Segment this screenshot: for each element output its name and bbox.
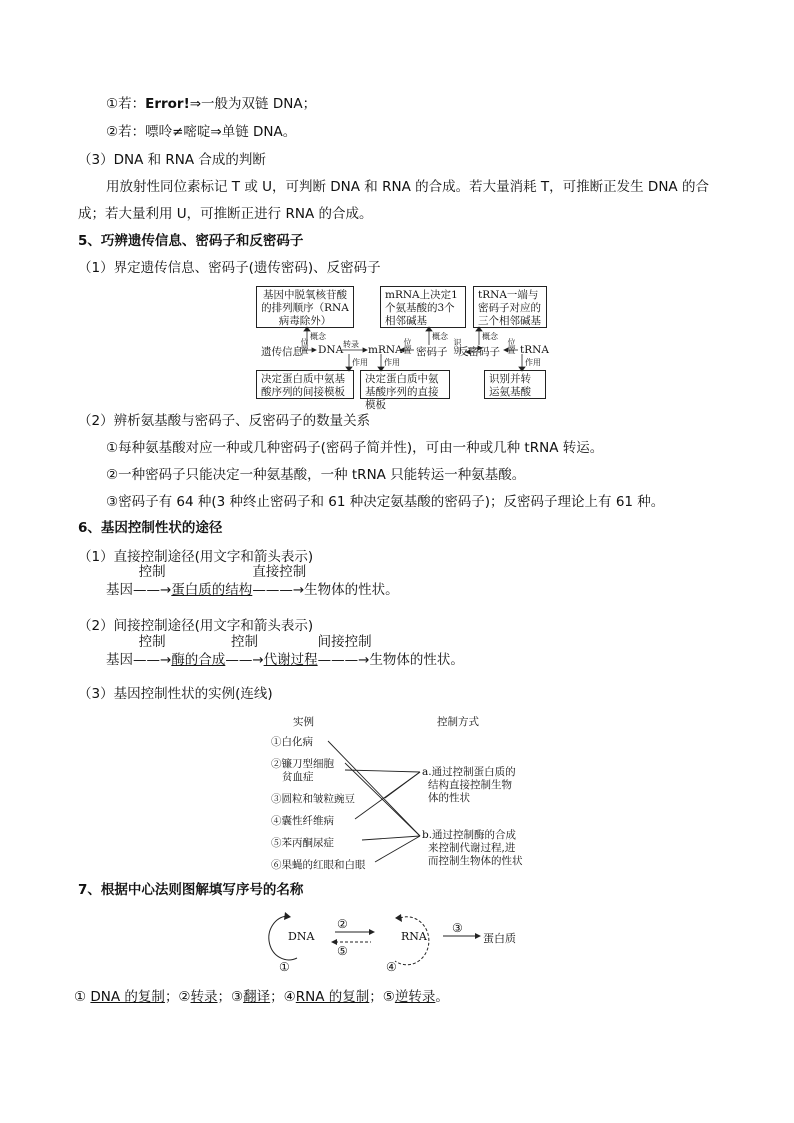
label-function-1: 作用 xyxy=(352,358,368,367)
s5-p1: ①每种氨基酸对应一种或几种密码子(密码子简并性)，可由一种或几种 tRNA 转运。 xyxy=(106,440,604,456)
direct-path xyxy=(106,564,399,600)
label-position-2: 位置 xyxy=(403,338,412,354)
example-3: ③圆粒和皱粒豌豆 xyxy=(271,793,355,805)
s4-item2: ②若：嘌呤≠嘧啶⇒单链 DNA。 xyxy=(106,124,297,140)
error-text: Error! xyxy=(145,96,190,112)
s4-item1-pre: ①若： xyxy=(106,96,146,112)
s4-item1-post: ⇒一般为双链 DNA； xyxy=(189,96,317,112)
label-concept-1: 概念 xyxy=(310,332,326,341)
indirect-path xyxy=(106,634,464,670)
label-concept-2: 概念 xyxy=(432,332,448,341)
arrow-indirect-control-label: 间接控制 xyxy=(317,634,372,650)
match-lines xyxy=(300,730,430,870)
chain-mrna: mRNA xyxy=(368,344,403,356)
chain-dna: DNA xyxy=(318,344,344,356)
section-6-title: 6、基因控制性状的途径 xyxy=(78,520,223,536)
indirect-metabolism: 代谢过程 xyxy=(263,652,318,668)
indirect-enzyme: 酶的合成 xyxy=(171,652,226,668)
arrow-control-label: 控制 xyxy=(138,564,166,580)
dogma-num-4: ④ xyxy=(386,960,397,974)
answer-sep-2: ；③ xyxy=(217,989,244,1005)
chain-codon: 密码子 xyxy=(416,346,448,358)
dogma-protein: 蛋白质 xyxy=(483,932,516,945)
answer-4: RNA 的复制 xyxy=(295,989,370,1005)
answer-5: 逆转录 xyxy=(394,989,436,1005)
chain-genetic-info: 遗传信息 xyxy=(261,346,303,358)
example-1: ①白化病 xyxy=(271,736,313,748)
label-position-3: 位置 xyxy=(507,338,516,354)
s6-sub2: （2）间接控制途径(用文字和箭头表示) xyxy=(78,618,314,634)
answer-sep-1: ；② xyxy=(164,989,191,1005)
match-col-left: 实例 xyxy=(293,716,314,728)
arrow-direct-control-label: 直接控制 xyxy=(252,564,307,580)
dogma-num-3: ③ xyxy=(452,921,463,935)
answer-2: 转录 xyxy=(190,989,218,1005)
s4-sub3-body2: 成；若大量利用 U，可推断正进行 RNA 的合成。 xyxy=(78,206,373,222)
answer-1: DNA 的复制 xyxy=(90,989,165,1005)
arrow-indirect-control: 间接控制 ———→ xyxy=(317,634,372,668)
section-5-title: 5、巧辨遗传信息、密码子和反密码子 xyxy=(78,233,304,249)
box-trna-function: 识别并转运氨基酸 xyxy=(484,370,546,399)
answer-sep-3: ；④ xyxy=(270,989,296,1005)
direct-end: 生物体的性状。 xyxy=(304,582,399,598)
example-5: ⑤苯丙酮尿症 xyxy=(271,837,334,849)
match-col-right: 控制方式 xyxy=(437,716,479,728)
way-b-1: b.通过控制酶的合成 xyxy=(422,829,517,841)
indirect-end: 生物体的性状。 xyxy=(369,652,464,668)
way-a-2: 结构直接控制生物 xyxy=(428,779,512,791)
example-6: ⑥果蝇的红眼和白眼 xyxy=(271,859,366,871)
s5-p2: ②一种密码子只能决定一种氨基酸，一种 tRNA 只能转运一种氨基酸。 xyxy=(106,467,526,483)
s4-item1 xyxy=(106,94,316,114)
arrow-control-b: 控制 ——→ xyxy=(225,634,264,668)
example-2a: ②镰刀型细胞 xyxy=(271,758,334,770)
answer-sep-4: ；⑤ xyxy=(369,989,395,1005)
way-a-3: 体的性状 xyxy=(428,792,470,804)
label-function-2: 作用 xyxy=(384,358,400,367)
s6-sub3: （3）基因控制性状的实例(连线) xyxy=(78,686,273,702)
indirect-gene: 基因 xyxy=(106,652,133,668)
dogma-num-5: ⑤ xyxy=(337,944,348,958)
answer-num-1: ① xyxy=(74,989,87,1005)
arrow-control: 控制 ——→ xyxy=(133,564,172,598)
arrow-control-a-label: 控制 xyxy=(138,634,166,650)
way-b-2: 来控制代谢过程,进 xyxy=(428,842,516,854)
box-codon-concept: mRNA上决定1个氨基酸的3个相邻碱基 xyxy=(380,286,466,328)
dogma-num-1: ① xyxy=(279,960,290,974)
arrow-control-b-label: 控制 xyxy=(230,634,258,650)
dogma-rna: RNA xyxy=(401,930,427,943)
label-position-1: 位置 xyxy=(300,338,309,354)
s5-p3: ③密码子有 64 种(3 种终止密码子和 61 种决定氨基酸的密码子)；反密码子理论上有 61 种。 xyxy=(106,494,665,510)
label-recognize: 识别 xyxy=(453,338,462,354)
label-concept-3: 概念 xyxy=(482,332,498,341)
dogma-dna: DNA xyxy=(288,930,315,943)
example-4: ④囊性纤维病 xyxy=(271,815,334,827)
chain-anticodon: 反密码子 xyxy=(458,346,500,358)
way-a-1: a.通过控制蛋白质的 xyxy=(422,766,516,778)
s6-sub1: （1）直接控制途径(用文字和箭头表示) xyxy=(78,549,314,565)
dogma-num-2: ② xyxy=(337,917,348,931)
arrow-direct-control: 直接控制 ———→ xyxy=(252,564,307,598)
s4-sub3-body1: 用放射性同位素标记 T 或 U，可判断 DNA 和 RNA 的合成。若大量消耗 T，可推断正发生 DNA 的合 xyxy=(106,179,709,195)
direct-protein: 蛋白质的结构 xyxy=(171,582,253,598)
answer-3: 翻译 xyxy=(243,989,271,1005)
s5-sub2: （2）辨析氨基酸与密码子、反密码子的数量关系 xyxy=(78,413,371,429)
chain-trna: tRNA xyxy=(520,344,549,356)
s7-answer xyxy=(74,987,449,1007)
example-2b: 贫血症 xyxy=(282,771,314,783)
arrow-control-a: 控制 ——→ xyxy=(133,634,172,668)
s5-sub1: （1）界定遗传信息、密码子(遗传密码)、反密码子 xyxy=(78,260,381,276)
label-transcribe: 转录 xyxy=(343,340,359,349)
box-genetic-info-concept: 基因中脱氧核苷酸的排列顺序（RNA病毒除外） xyxy=(256,286,354,328)
answer-end: 。 xyxy=(435,989,449,1005)
box-dna-function: 决定蛋白质中氨基酸序列的间接模板 xyxy=(256,370,354,399)
section-7-title: 7、根据中心法则图解填写序号的名称 xyxy=(78,882,304,898)
way-b-3: 而控制生物体的性状 xyxy=(428,855,523,867)
box-anticodon-concept: tRNA一端与密码子对应的三个相邻碱基 xyxy=(473,286,547,328)
label-function-3: 作用 xyxy=(525,358,541,367)
direct-gene: 基因 xyxy=(106,582,133,598)
s4-sub3-title: （3）DNA 和 RNA 合成的判断 xyxy=(78,152,266,168)
box-mrna-function: 决定蛋白质中氨基酸序列的直接模板 xyxy=(360,370,450,399)
